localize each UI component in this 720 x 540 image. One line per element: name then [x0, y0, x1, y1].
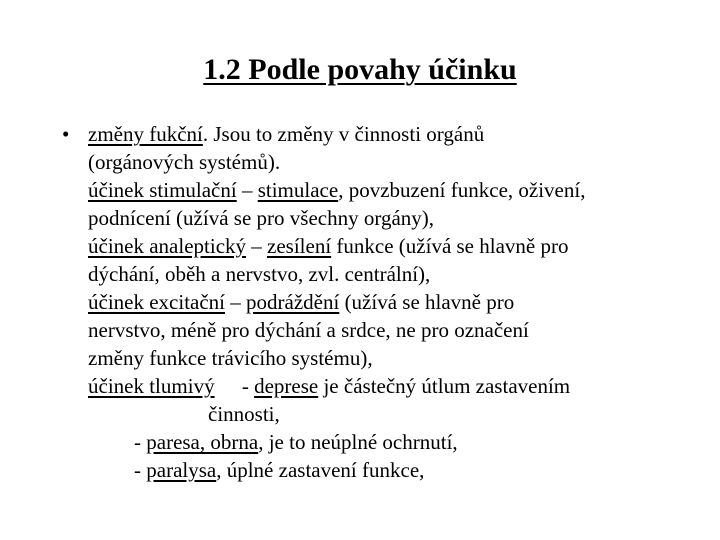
text-nervstvo: nervstvo, méně pro dýchání a srdce, ne pro označení [88, 318, 529, 342]
dash: – [236, 178, 258, 202]
text-paralysa: , úplné zastavení funkce, [216, 458, 425, 482]
text-zmeny-fukcni: . Jsou to změny v činnosti orgánů [202, 122, 485, 146]
line-analepticky [62, 232, 682, 260]
text-podniceni: podnícení (užívá se pro všechny orgány), [88, 206, 435, 230]
slide-body [62, 120, 682, 484]
text-cinnosti: činnosti, [208, 402, 280, 426]
dash: – [225, 290, 247, 314]
term-deprese: deprese [254, 374, 319, 398]
term-ucinek-excitacni: účinek excitační [88, 290, 226, 314]
line-tlumivy [62, 372, 682, 400]
dash-prefix: - [134, 458, 147, 482]
bullet-icon: • [62, 122, 70, 146]
slide-title [0, 52, 720, 88]
line-paralysa [62, 456, 682, 484]
term-ucinek-stimulacni: účinek stimulační [88, 178, 237, 202]
term-podrazdeni: podráždění [246, 290, 340, 314]
line-paresa [62, 428, 682, 456]
text-paresa: , je to neúplné ochrnutí, [258, 430, 458, 454]
line-dychani [62, 260, 682, 288]
line-podniceni [62, 204, 682, 232]
line-cinnosti [62, 400, 682, 428]
text-deprese: je částečný útlum zastavením [318, 374, 571, 398]
text-zesileni: funkce (užívá se hlavně pro [331, 234, 569, 258]
line-nervstvo [62, 316, 682, 344]
term-stimulace: stimulace [257, 178, 339, 202]
text-podrazdeni: (užívá se hlavně pro [339, 290, 515, 314]
line-stimulacni [62, 176, 682, 204]
term-paresa-obrna: paresa, obrna [146, 430, 259, 454]
text-dychani: dýchání, oběh a nervstvo, zvl. centrální), [88, 262, 431, 286]
line-excitacni [62, 288, 682, 316]
text-organove-systemy: (orgánových systémů). [88, 150, 281, 174]
term-paralysa: paralysa [146, 458, 217, 482]
text-stimulace: , povzbuzení funkce, oživení, [338, 178, 586, 202]
term-zesileni: zesílení [267, 234, 332, 258]
dash-prefix: - [134, 430, 147, 454]
line-organove-systemy [62, 148, 682, 176]
dash: - [236, 374, 255, 398]
text-zmeny-funkce: změny funkce trávicího systému), [88, 346, 373, 370]
dash: – [246, 234, 268, 258]
term-ucinek-tlumivy: účinek tlumivý [88, 374, 215, 398]
line-zmeny-fukcni [62, 120, 682, 148]
slide-title-text: 1.2 Podle povahy účinku [203, 53, 517, 86]
term-zmeny-fukcni: změny fukční [88, 122, 203, 146]
term-ucinek-analepticky: účinek analeptický [88, 234, 247, 258]
line-zmeny-funkce [62, 344, 682, 372]
